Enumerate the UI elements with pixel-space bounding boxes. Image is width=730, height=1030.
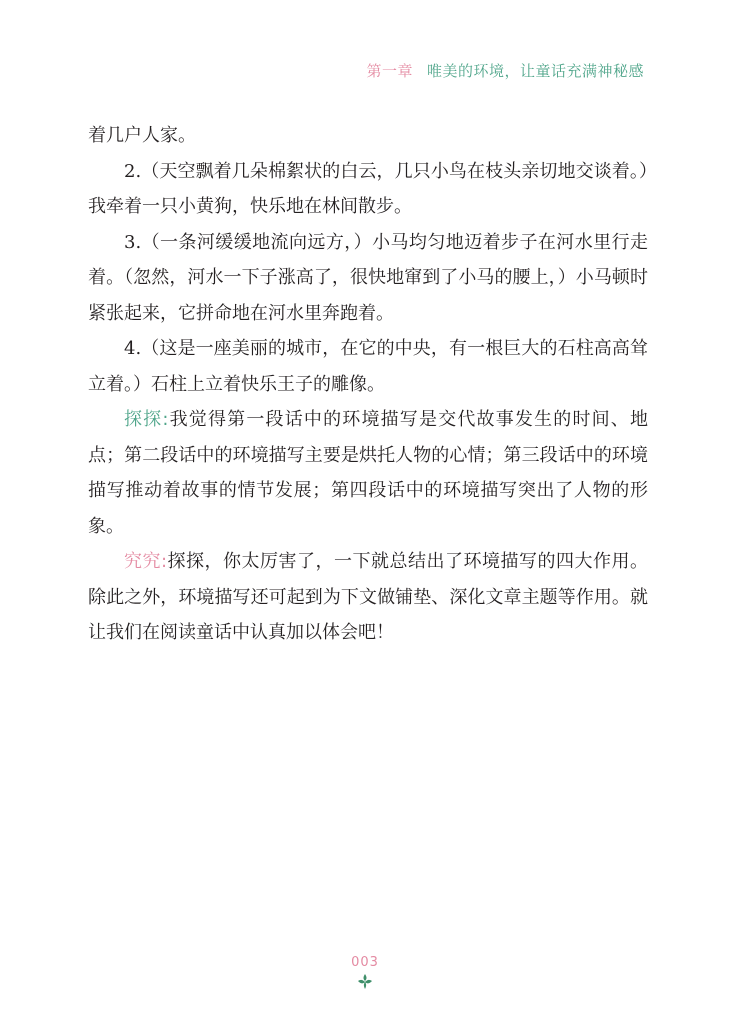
paragraph-example-2: 2.（天空飘着几朵棉絮状的白云，几只小鸟在枝头亲切地交谈着。）我牵着一只小黄狗，快乐地在林间散步。	[88, 160, 648, 217]
dialogue-jiujiu	[88, 544, 648, 651]
speaker-label-tantan: 探探:	[124, 409, 169, 430]
page-number: 003	[351, 955, 379, 970]
dialogue-text-tantan: 我觉得第一段话中的环境描写是交代故事发生的时间、地点；第二段话中的环境描写主要是烘托人物的心情；第三段话中的环境描写推动着故事的情节发展；第四段话中的环境描写突出了人物的形象。	[88, 409, 648, 537]
paragraph-example-4: 4.（这是一座美丽的城市，在它的中央，有一根巨大的石柱高高耸立着。）石柱上立着快乐王子的雕像。	[88, 338, 648, 395]
speaker-label-jiujiu: 究究:	[124, 551, 168, 572]
chapter-title: 唯美的环境，让童话充满神秘感	[426, 62, 644, 80]
paragraph-continuation: 着几户人家。	[88, 125, 196, 146]
paragraph-example-3: 3.（一条河缓缓地流向远方，）小马均匀地迈着步子在河水里行走着。（忽然，河水一下子涨高了，很快地窜到了小马的腰上，）小马顿时紧张起来，它拼命地在河水里奔跑着。	[88, 231, 648, 324]
dialogue-text-jiujiu: 探探，你太厉害了，一下就总结出了环境描写的四大作用。除此之外，环境描写还可起到为下文做铺垫、深化文章主题等作用。就让我们在阅读童话中认真加以体会吧！	[88, 551, 648, 643]
body-text	[88, 118, 648, 651]
running-head	[366, 60, 644, 81]
leaf-ornament-icon	[357, 973, 373, 991]
dialogue-tantan	[88, 402, 648, 544]
chapter-label: 第一章	[366, 62, 413, 80]
